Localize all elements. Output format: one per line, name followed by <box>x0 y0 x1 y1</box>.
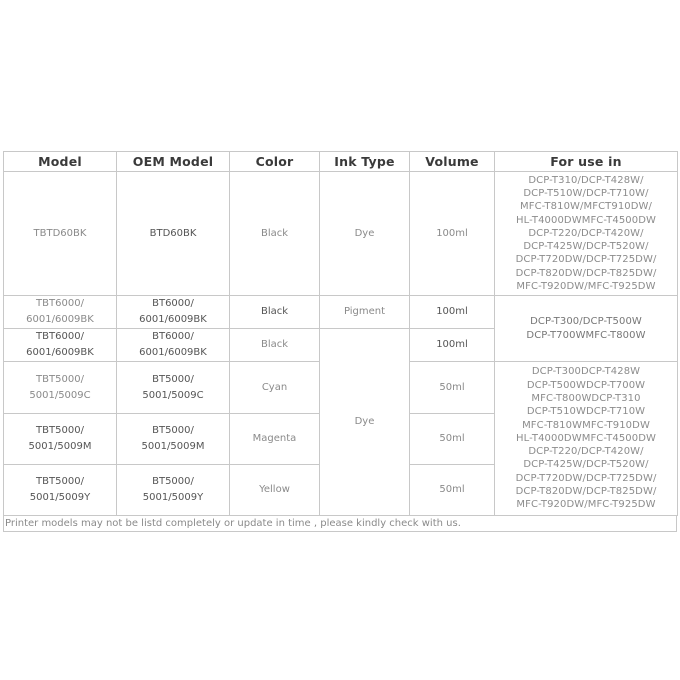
model-text: TBT5000/ <box>36 373 84 385</box>
printer-model-line: DCP-T720DW/DCP-T725DW/ <box>515 254 657 266</box>
table-row <box>4 172 678 296</box>
printer-model-line: MFC-T920DW/MFC-T925DW <box>516 499 656 511</box>
printer-model-line: DCP-T310/DCP-T428W/ <box>528 174 644 186</box>
header-volume: Volume <box>410 152 495 172</box>
printer-model-line: DCP-T720DW/DCP-T725DW/ <box>515 472 657 484</box>
oem-model-text: 5001/5009Y <box>142 492 204 503</box>
printer-model-line: DCP-T500WDCP-T700W <box>526 379 646 391</box>
model-text: 5001/5009C <box>29 389 91 401</box>
cell-model <box>4 172 117 296</box>
cell-ink-type: Dye <box>320 329 410 516</box>
oem-model-text: 6001/6009BK <box>139 347 207 358</box>
printer-model-line: HL-T4000DWMFC-T4500DW <box>515 214 657 226</box>
model-text: 5001/5009M <box>28 441 92 452</box>
model-text: TBT6000/ <box>36 331 84 342</box>
oem-model-text: BT5000/ <box>152 425 194 436</box>
cell-color: Black <box>230 172 320 296</box>
cell-volume: 100ml <box>410 172 495 296</box>
model-text: TBT5000/ <box>36 476 84 487</box>
printer-model-line: DCP-T510W/DCP-T710W/ <box>523 187 649 199</box>
oem-model-text: BTD60BK <box>149 227 197 239</box>
table-row <box>4 296 678 329</box>
header-color: Color <box>230 152 320 172</box>
printer-model-line: DCP-T425W/DCP-T520W/ <box>523 241 649 253</box>
oem-model-text: 5001/5009M <box>141 441 205 452</box>
model-text: TBTD60BK <box>33 227 87 239</box>
model-text: 6001/6009BK <box>26 347 94 358</box>
oem-model-text: BT5000/ <box>152 373 194 385</box>
cell-color: Black <box>230 329 320 362</box>
cell-oem-model <box>117 465 230 516</box>
header-row <box>4 152 678 172</box>
disclaimer-note: Printer models may not be listd completely or update in time , please kindly check with us. <box>3 516 677 532</box>
cell-for-use-in <box>495 172 678 296</box>
oem-model-text: 6001/6009BK <box>139 314 207 325</box>
cell-model <box>4 414 117 465</box>
cell-color: Black <box>230 296 320 329</box>
model-text: TBT6000/ <box>36 298 84 309</box>
cell-volume: 50ml <box>410 465 495 516</box>
oem-model-text: BT5000/ <box>152 476 194 487</box>
cell-model <box>4 465 117 516</box>
printer-model-line: MFC-T800WDCP-T310 <box>531 392 641 404</box>
cell-for-use-in <box>495 362 678 516</box>
header-for-use-in: For use in <box>495 152 678 172</box>
cell-model <box>4 362 117 414</box>
cell-model <box>4 296 117 329</box>
cell-color: Cyan <box>230 362 320 414</box>
cell-color: Magenta <box>230 414 320 465</box>
cell-for-use-in <box>495 296 678 362</box>
printer-model-line: DCP-T220/DCP-T420W/ <box>528 446 644 458</box>
model-text: TBT5000/ <box>36 425 84 436</box>
oem-model-text: BT6000/ <box>152 331 194 342</box>
compatibility-table-container <box>3 151 677 532</box>
cell-ink-type: Dye <box>320 172 410 296</box>
printer-model-line: DCP-T220/DCP-T420W/ <box>528 227 644 239</box>
printer-model-line: DCP-T820DW/DCP-T825DW/ <box>515 486 657 498</box>
cell-oem-model <box>117 414 230 465</box>
cell-oem-model <box>117 329 230 362</box>
header-model: Model <box>4 152 117 172</box>
model-text: 6001/6009BK <box>26 314 94 325</box>
cell-volume: 100ml <box>410 329 495 362</box>
printer-model-line: MFC-T920DW/MFC-T925DW <box>516 281 656 293</box>
cell-volume: 50ml <box>410 414 495 465</box>
cell-volume: 100ml <box>410 296 495 329</box>
cell-model <box>4 329 117 362</box>
header-oem-model: OEM Model <box>117 152 230 172</box>
printer-model-line: DCP-T700WMFC-T800W <box>526 329 646 341</box>
printer-model-line: MFC-T810W/MFCT910DW/ <box>519 201 653 213</box>
cell-volume: 50ml <box>410 362 495 414</box>
printer-model-line: DCP-T425W/DCP-T520W/ <box>523 459 649 471</box>
printer-model-line: DCP-T820DW/DCP-T825DW/ <box>515 267 657 279</box>
cell-oem-model <box>117 172 230 296</box>
oem-model-text: 5001/5009C <box>142 389 204 401</box>
cell-ink-type: Pigment <box>320 296 410 329</box>
printer-model-line: DCP-T300/DCP-T500W <box>530 316 642 328</box>
oem-model-text: BT6000/ <box>152 298 194 309</box>
cell-oem-model <box>117 296 230 329</box>
printer-model-line: DCP-T510WDCP-T710W <box>526 406 646 418</box>
cell-color: Yellow <box>230 465 320 516</box>
printer-model-line: HL-T4000DWMFC-T4500DW <box>515 432 657 444</box>
header-ink-type: Ink Type <box>320 152 410 172</box>
ink-compatibility-table <box>3 151 678 516</box>
printer-model-line: DCP-T300DCP-T428W <box>531 366 641 378</box>
printer-model-line: MFC-T810WMFC-T910DW <box>522 419 650 431</box>
model-text: 5001/5009Y <box>29 492 91 503</box>
cell-oem-model <box>117 362 230 414</box>
